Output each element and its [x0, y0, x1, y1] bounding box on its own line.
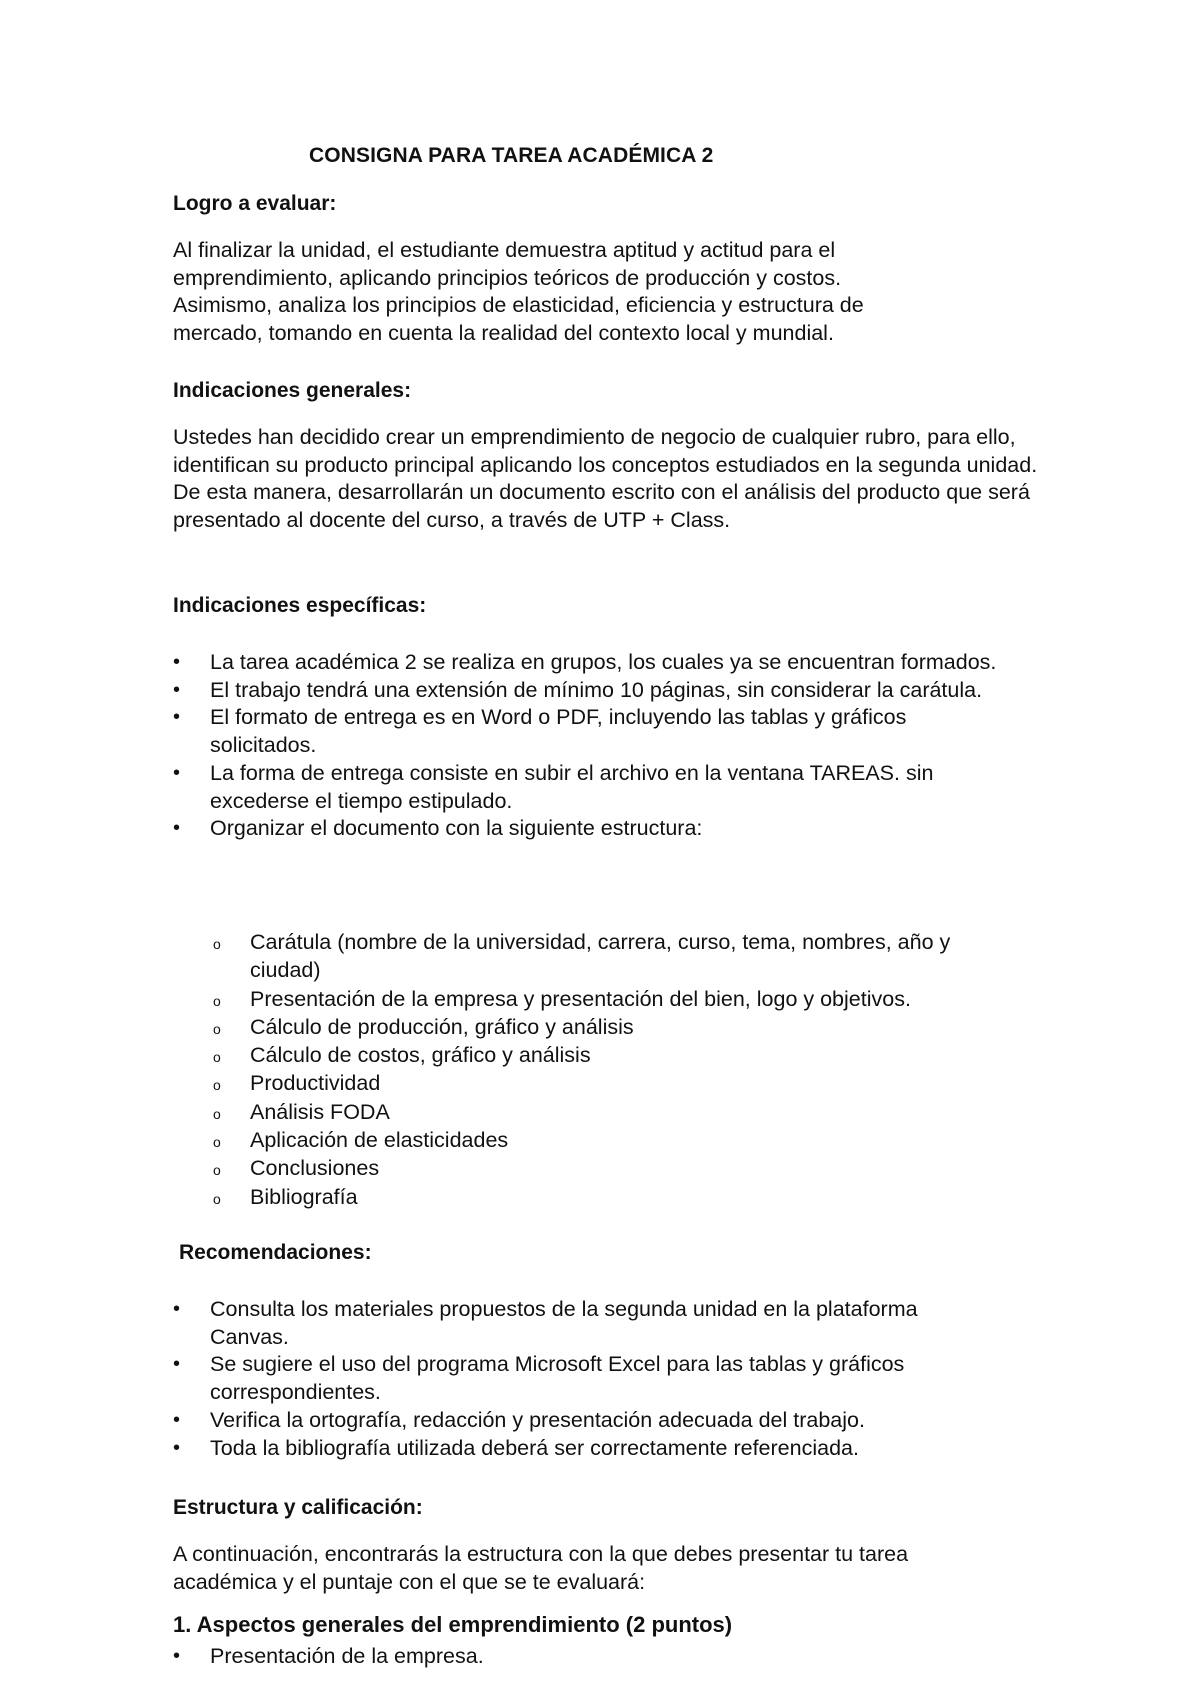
document-title: CONSIGNA PARA TAREA ACADÉMICA 2	[309, 144, 714, 167]
bullet-icon: •	[173, 1353, 181, 1376]
bullet-icon: •	[173, 817, 181, 840]
bullet-icon: •	[173, 1298, 181, 1320]
bullet-icon: •	[173, 1645, 181, 1667]
sub-bullet-icon: o	[213, 1190, 221, 1207]
sub-bullet-icon: o	[213, 1162, 221, 1179]
list-item-text: Conclusiones	[250, 1156, 380, 1181]
list-item	[173, 1435, 1033, 1463]
bullet-icon: •	[173, 761, 181, 784]
estructura-text: A continuación, encontrarás la estructura con la que debes presentar tu tarea académica y el puntaje con el que se te evaluará:	[173, 1542, 909, 1594]
logro-heading: Logro a evaluar:	[173, 192, 337, 215]
list-item-text: Aplicación de elasticidades	[250, 1128, 509, 1153]
list-item	[213, 985, 1013, 1013]
list-item-text: La tarea académica 2 se realiza en grupos, los cuales ya se encuentran formados.	[210, 650, 997, 674]
sub-bullet-icon: o	[213, 1105, 221, 1122]
section-1-heading: 1. Aspectos generales del emprendimiento (2 puntos)	[173, 1612, 733, 1637]
list-item	[173, 1407, 1033, 1435]
bullet-icon: •	[173, 1436, 181, 1459]
sub-bullet-icon: o	[213, 1134, 221, 1151]
list-item	[213, 1154, 1013, 1182]
list-item-text: Presentación de la empresa y presentación del bien, logo y objetivos.	[250, 986, 911, 1011]
list-item-text: Bibliografía	[250, 1184, 358, 1209]
list-item-text: Presentación de la empresa.	[210, 1644, 484, 1668]
list-item	[213, 1126, 1013, 1154]
list-item	[173, 677, 1010, 705]
list-item-text: El formato de entrega es en Word o PDF, incluyendo las tablas y gráficos solicitados.	[210, 705, 907, 758]
list-item-text: Cálculo de costos, gráfico y análisis	[250, 1043, 591, 1068]
list-item	[213, 1041, 1013, 1069]
logro-text: Al finalizar la unidad, el estudiante demuestra aptitud y actitud para el emprendimiento, aplicando principios teóricos de producción y costos. Asimismo, analiza los principios de elasticidad, eficiencia y estructura de mercado, tomando en cuenta la realidad del contexto local y mundial.	[173, 238, 864, 346]
list-item-text: Consulta los materiales propuestos de la segunda unidad en la plataforma Canvas.	[210, 1297, 918, 1349]
list-item	[213, 1183, 1013, 1211]
sub-bullet-icon: o	[213, 1077, 221, 1094]
sub-bullet-icon: o	[213, 936, 221, 952]
indicaciones-especificas-heading: Indicaciones específicas:	[173, 594, 427, 617]
estructura-documento-list	[213, 928, 1013, 1211]
list-item-text: Se sugiere el uso del programa Microsoft Excel para las tablas y gráficos correspondientes.	[210, 1352, 905, 1405]
sub-bullet-icon: o	[213, 1020, 221, 1037]
bullet-icon: •	[173, 651, 181, 673]
list-item	[173, 1351, 970, 1406]
bullet-icon: •	[173, 678, 181, 701]
recomendaciones-list	[173, 1296, 1033, 1462]
list-item	[213, 1013, 1013, 1041]
list-item-text: Verifica la ortografía, redacción y presentación adecuada del trabajo.	[210, 1407, 865, 1432]
list-item-text: Productividad	[250, 1071, 381, 1096]
sub-bullet-icon: o	[213, 1049, 221, 1066]
list-item-text: Análisis FODA	[250, 1099, 390, 1124]
section-1-list	[173, 1643, 1053, 1671]
list-item	[173, 1643, 1053, 1671]
indicaciones-generales-text: Ustedes han decidido crear un emprendimiento de negocio de cualquier rubro, para ello, identifican su producto principal aplicando los conceptos estudiados en la segunda unidad. De esta manera, desarrollarán un documento escrito con el análisis del producto que será presentado al docente del curso, a través de UTP + Class.	[173, 425, 1038, 533]
list-item-text: Carátula (nombre de la universidad, carrera, curso, tema, nombres, año y ciudad)	[250, 930, 951, 983]
indicaciones-generales-heading: Indicaciones generales:	[173, 379, 412, 402]
recomendaciones-heading: Recomendaciones:	[179, 1241, 372, 1264]
bullet-icon: •	[173, 1408, 181, 1431]
list-item	[173, 1296, 950, 1351]
bullet-icon: •	[173, 706, 181, 729]
list-item-text: El trabajo tendrá una extensión de mínimo 10 páginas, sin considerar la carátula.	[210, 677, 983, 702]
list-item-text: Toda la bibliografía utilizada deberá ser correctamente referenciada.	[210, 1435, 859, 1460]
list-item	[173, 704, 950, 759]
list-item	[173, 649, 1010, 677]
list-item	[173, 760, 1010, 815]
list-item	[213, 1098, 1013, 1126]
list-item	[213, 928, 980, 985]
list-item-text: La forma de entrega consiste en subir el archivo en la ventana TAREAS. sin excederse el tiempo estipulado.	[210, 760, 934, 813]
list-item	[173, 815, 1033, 843]
list-item-text: Organizar el documento con la siguiente estructura:	[210, 816, 703, 841]
sub-bullet-icon: o	[213, 992, 221, 1009]
list-item	[213, 1069, 1013, 1097]
indicaciones-especificas-list	[173, 649, 1033, 843]
list-item-text: Cálculo de producción, gráfico y análisis	[250, 1014, 634, 1039]
estructura-heading: Estructura y calificación:	[173, 1496, 423, 1519]
